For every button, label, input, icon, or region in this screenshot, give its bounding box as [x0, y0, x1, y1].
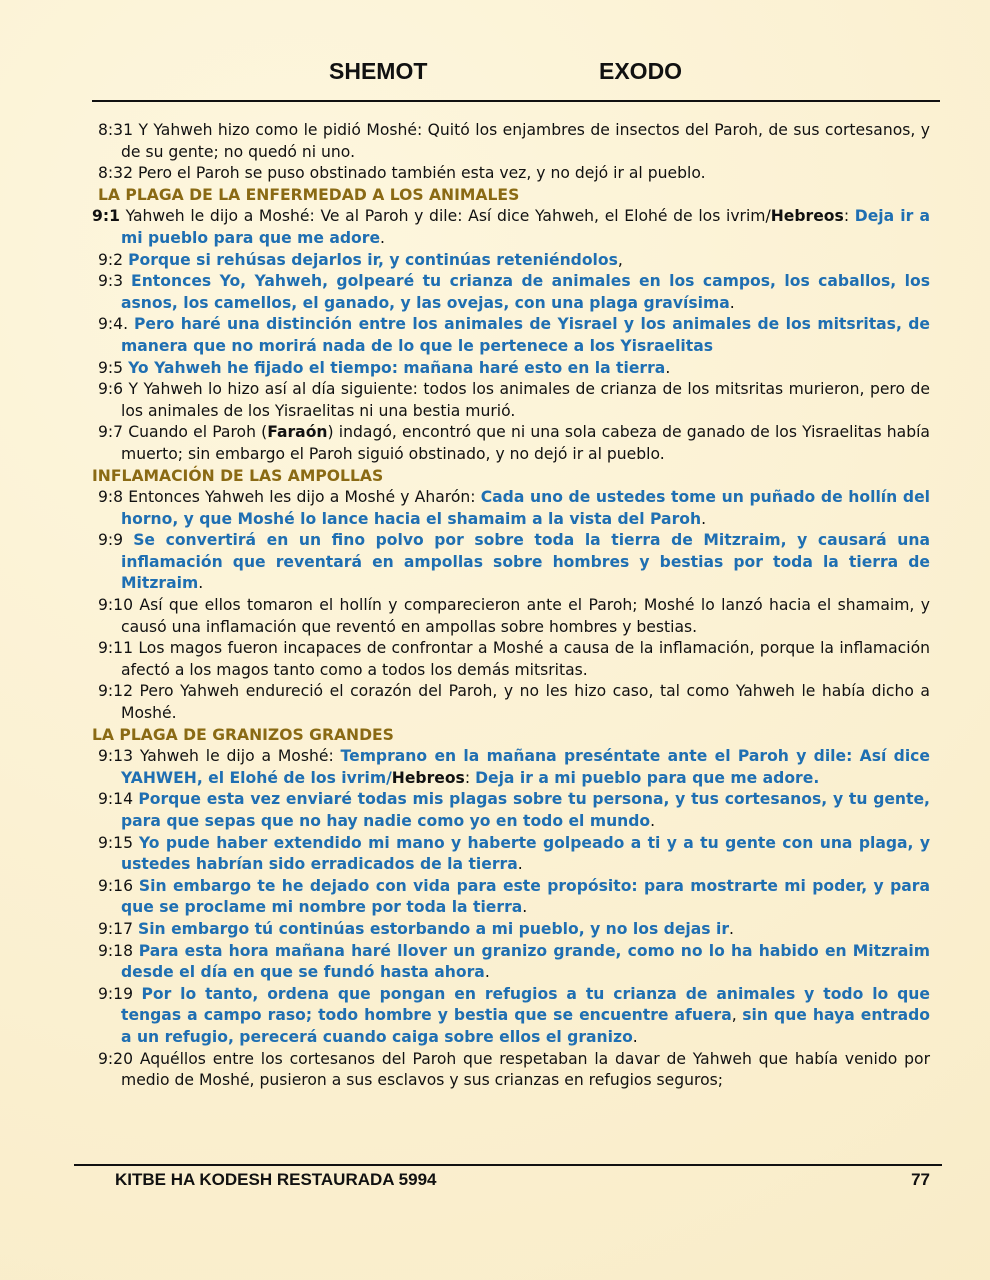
verse-end: . — [517, 855, 523, 874]
verse-number: 9:9 — [98, 531, 134, 550]
verse-number: 9:3 — [98, 272, 132, 291]
verse-emphasis: Hebreos — [391, 768, 465, 787]
divine-speech: Porque si rehúsas dejarlos ir, y continúas reteniéndolos — [128, 250, 618, 269]
scripture-text — [92, 120, 930, 1092]
verse-end: . — [650, 812, 656, 830]
verse-9-3 — [92, 271, 930, 314]
page-footer — [0, 1170, 990, 1194]
verse-9-19 — [92, 984, 930, 1049]
verse-text-rest: ) indagó, encontró que ni una sola cabeza de ganado de los Yisraelitas había muerto; sin embargo el Paroh siguió obstinado, y no dejó ir al pueblo. — [121, 423, 930, 463]
verse-9-4 — [92, 314, 930, 357]
verse-end: . — [484, 963, 490, 982]
divine-speech-2: sin que haya entrado a un refugio, perecerá cuando caiga sobre ellos el granizo — [121, 1006, 930, 1046]
header-divider — [92, 100, 940, 102]
section-heading-hail: LA PLAGA DE GRANIZOS GRANDES — [92, 725, 394, 744]
verse-9-9 — [92, 530, 930, 595]
verse-9-16 — [92, 876, 930, 919]
divine-speech: Sin embargo te he dejado con vida para este propósito: para mostrarte mi poder, y para que se proclame mi nombre por toda la tierra — [121, 876, 930, 917]
verse-number: 9:2 — [98, 250, 129, 269]
verse-9-15 — [92, 833, 930, 876]
verse-number: 9:5 — [98, 358, 129, 377]
divine-speech: Pero haré una distinción entre los animales de Yisrael y los animales de los mitsritas, de manera que no morirá nada de lo que le pertenece a los Yisraelitas — [121, 315, 930, 355]
verse-9-10: 9:10 Así que ellos tomaron el hollín y comparecieron ante el Paroh; Moshé lo lanzó hacia el shamaim, y causó una inflamación que reventó en ampollas sobre hombres y bestias. — [98, 596, 930, 636]
verse-9-8 — [92, 487, 930, 530]
header-title-hebrew: SHEMOT — [329, 58, 428, 84]
verse-emphasis: Faraón — [267, 423, 328, 442]
verse-end: , — [617, 250, 623, 269]
verse-9-18 — [92, 941, 930, 984]
verse-punct: : — [464, 768, 476, 787]
page-number: 77 — [911, 1170, 930, 1189]
verse-9-2 — [92, 250, 930, 272]
divine-speech: Por lo tanto, ordena que pongan en refugios a tu crianza de animales y todo lo que tengas a campo raso; todo hombre y bestia que se encuentre afuera — [121, 984, 930, 1025]
verse-text: Yahweh le dijo a Moshé: Ve al Paroh y dile: Así dice Yahweh, el Elohé de los ivrim/ — [119, 207, 771, 226]
verse-9-17 — [92, 919, 930, 941]
verse-number: 9:14 — [98, 790, 139, 809]
verse-9-11: 9:11 Los magos fueron incapaces de confrontar a Moshé a causa de la inflamación, porque la inflamación afectó a los magos tanto como a todos los demás mitsritas. — [98, 639, 930, 679]
divine-speech: Porque esta vez enviaré todas mis plagas sobre tu persona, y tus cortesanos, y tu gente, para que sepas que no hay nadie como yo en todo el mundo — [121, 790, 930, 830]
page-header — [0, 58, 990, 90]
footer-divider — [74, 1164, 942, 1166]
verse-end: . — [198, 574, 204, 593]
verse-end: . — [665, 358, 671, 377]
divine-speech: Sin embargo tú continúas estorbando a mi pueblo, y no los dejas ir — [137, 919, 730, 938]
divine-speech: Se convertirá en un fino polvo por sobre toda la tierra de Mitzraim, y causará una inflamación que reventará en ampollas sobre hombres y bestias por toda la tierra de Mitzraim — [121, 531, 931, 593]
verse-emphasis: Hebreos — [770, 207, 844, 226]
verse-8-31: 8:31 Y Yahweh hizo como le pidió Moshé: Quitó los enjambres de insectos del Paroh, de sus cortesanos, y de su gente; no quedó ni uno. — [98, 121, 930, 161]
verse-9-13 — [92, 746, 930, 789]
header-title-spanish: EXODO — [599, 58, 683, 84]
verse-end: . — [729, 919, 734, 938]
verse-number: 9:19 — [98, 984, 142, 1003]
verse-9-12: 9:12 Pero Yahweh endureció el corazón del Paroh, y no les hizo caso, tal como Yahweh le había dicho a Moshé. — [98, 682, 930, 723]
book-title: KITBE HA KODESH RESTAURADA 5994 — [115, 1170, 437, 1189]
divine-speech: Yo Yahweh he fijado el tiempo: mañana haré esto en la tierra — [128, 358, 666, 377]
verse-text: 9:7 Cuando el Paroh ( — [98, 423, 268, 442]
verse-number: 9:16 — [98, 876, 139, 895]
verse-number: 9:8 Entonces Yahweh les dijo a Moshé y Aharón: — [98, 488, 481, 507]
verse-number: 9:1 — [92, 207, 120, 226]
verse-end: . — [380, 228, 385, 247]
divine-speech: Entonces Yo, Yahweh, golpearé tu crianza de animales en los campos, los caballos, los asnos, los camellos, el ganado, y las ovejas, con una plaga gravísima — [121, 272, 930, 312]
section-heading-boils: INFLAMACIÓN DE LAS AMPOLLAS — [92, 466, 384, 485]
verse-punct: : — [843, 207, 855, 226]
verse-9-14 — [92, 789, 930, 832]
verse-8-32: 8:32 Pero el Paroh se puso obstinado también esta vez, y no dejó ir al pueblo. — [98, 164, 706, 183]
verse-9-5 — [92, 358, 930, 380]
verse-end: . — [632, 1027, 638, 1046]
verse-9-7 — [92, 422, 930, 465]
divine-speech: Temprano en la mañana preséntate ante el Paroh y dile: Así dice YAHWEH, el Elohé de los ivrim/ — [121, 747, 930, 787]
verse-number: 9:17 — [98, 919, 138, 938]
verse-number: 9:13 Yahweh le dijo a Moshé: — [98, 747, 341, 766]
verse-end: . — [729, 293, 735, 312]
section-heading-animal-plague: LA PLAGA DE LA ENFERMEDAD A LOS ANIMALES — [98, 185, 520, 204]
divine-speech: Cada uno de ustedes tome un puñado de hollín del horno, y que Moshé lo lance hacia el shamaim a la vista del Paroh — [121, 488, 930, 528]
divine-speech: Yo pude haber extendido mi mano y haberte golpeado a ti y a tu gente con una plaga, y ustedes habrían sido erradicados de la tierra — [121, 833, 930, 874]
divine-speech: Deja ir a mi pueblo para que me adore — [121, 207, 930, 247]
divine-speech-2: Deja ir a mi pueblo para que me adore. — [475, 768, 820, 787]
verse-9-1 — [92, 206, 930, 249]
verse-number: 9:4. — [98, 315, 134, 334]
verse-9-20: 9:20 Aquéllos entre los cortesanos del Paroh que respetaban la davar de Yahweh que había venido por medio de Moshé, pusieron a sus esclavos y sus crianzas en refugios seguros; — [98, 1049, 930, 1090]
verse-punct: , — [731, 1006, 743, 1025]
verse-number: 9:15 — [98, 833, 139, 852]
verse-end: . — [522, 898, 528, 917]
divine-speech: Para esta hora mañana haré llover un granizo grande, como no lo ha habido en Mitzraim desde el día en que se fundó hasta ahora — [121, 941, 930, 982]
verse-number: 9:18 — [98, 941, 139, 960]
verse-9-6: 9:6 Y Yahweh lo hizo así al día siguiente: todos los animales de crianza de los mitsritas murieron, pero de los animales de los Yisraelitas ni una bestia murió. — [98, 380, 930, 420]
verse-end: . — [701, 509, 707, 528]
